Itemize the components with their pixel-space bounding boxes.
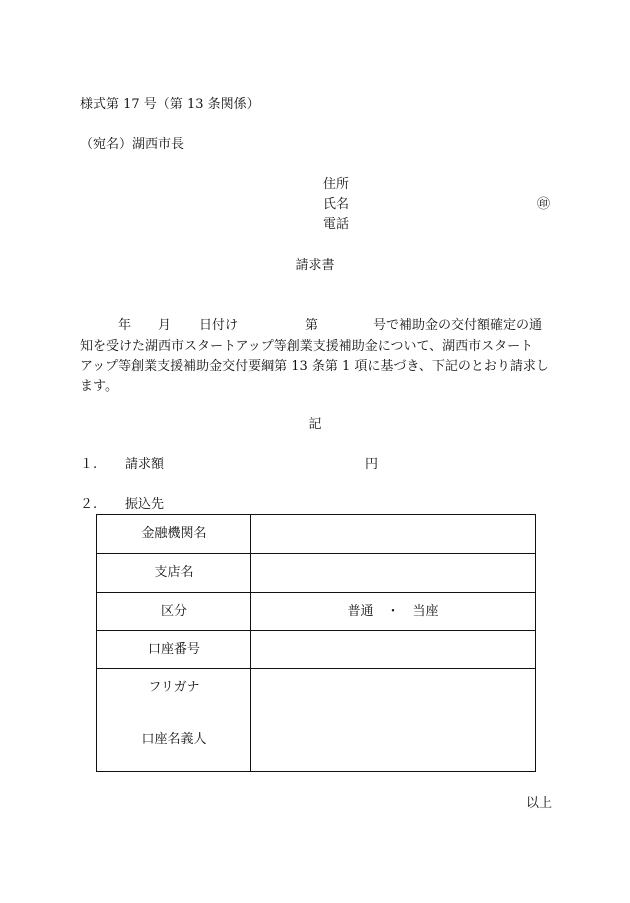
table-row (97, 554, 535, 593)
body-line2: 知を受けた湖西市スタートアップ等創業支援補助金について、湖西市スタート (80, 339, 534, 354)
date-suffix: 日付け (199, 318, 239, 333)
table-row (97, 593, 535, 631)
date-month: 月 (158, 318, 172, 333)
account-number-label: 口座番号 (147, 642, 200, 657)
table-row (97, 515, 535, 554)
item1-unit: 円 (365, 457, 379, 472)
body-line1: 号で補助金の交付額確定の通 (373, 318, 543, 333)
table-row (97, 631, 535, 669)
account-holder-label: 口座名義人 (141, 732, 207, 747)
note-heading: 記 (308, 417, 322, 432)
seal-mark: ㊞ (537, 197, 551, 212)
number-prefix: 第 (305, 318, 319, 333)
item2-label: 振込先 (125, 497, 165, 512)
body-line3: アップ等創業支援補助金交付要綱第 13 条第 1 項に基づき、下記のとおり請求し (80, 359, 549, 374)
furigana-label: フリガナ (148, 680, 200, 695)
closing-text: 以上 (526, 796, 553, 811)
account-holder-field (251, 669, 535, 771)
name-label: 氏名 (323, 197, 350, 212)
addressee: （宛名）湖西市長 (80, 137, 185, 152)
body-line4: ます。 (80, 379, 118, 394)
bank-name-label: 金融機関名 (141, 526, 207, 541)
account-type-options: 普通 ・ 当座 (347, 604, 439, 619)
address-label: 住所 (323, 177, 350, 192)
phone-label: 電話 (323, 217, 350, 232)
account-type-label: 区分 (160, 604, 187, 619)
table-row (97, 669, 535, 771)
form-number: 様式第 17 号（第 13 条関係） (80, 97, 260, 112)
account-number-field (251, 631, 535, 668)
item1-label: 請求額 (125, 457, 165, 472)
item2-number: ２. (80, 497, 98, 512)
branch-name-field (251, 554, 535, 592)
item1-number: １. (80, 457, 98, 472)
transfer-table (96, 514, 536, 772)
branch-name-label: 支店名 (154, 565, 194, 580)
document-title: 請求書 (295, 258, 335, 273)
bank-name-field (251, 515, 535, 553)
date-year: 年 (118, 318, 132, 333)
